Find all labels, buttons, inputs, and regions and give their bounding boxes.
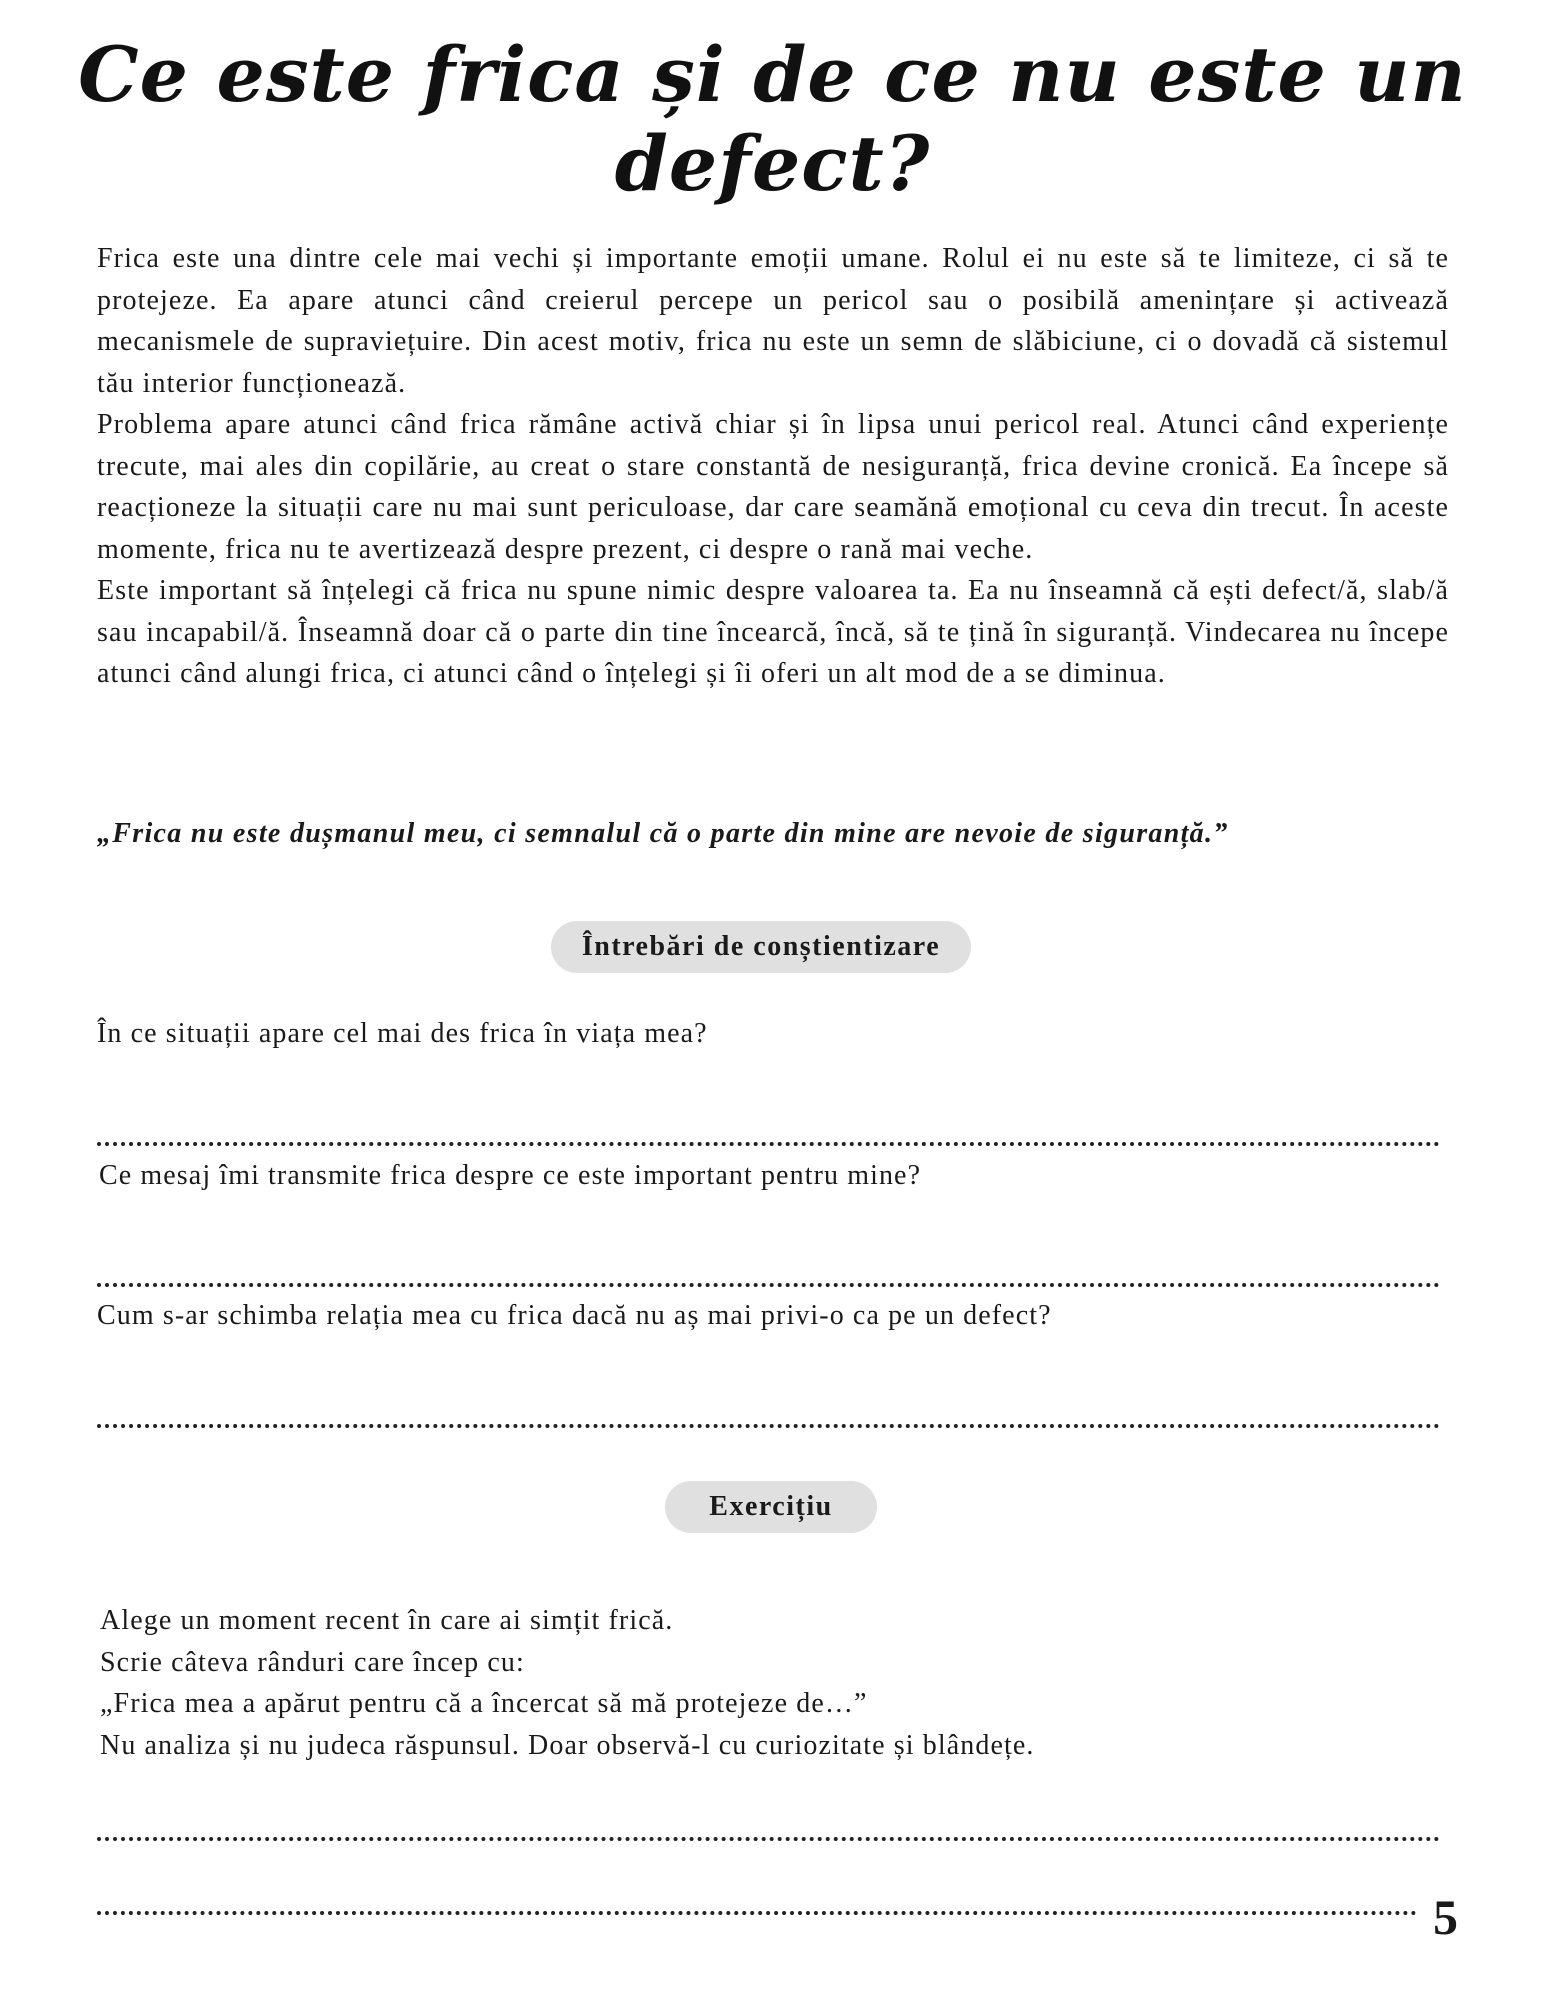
answer-line-2[interactable]: [97, 1283, 1440, 1287]
exercise-line: Scrie câteva rânduri care încep cu:: [100, 1646, 525, 1678]
awareness-heading: Întrebări de conștientizare: [551, 921, 971, 973]
exercise-heading: Exercițiu: [665, 1481, 877, 1533]
question-2: Ce mesaj îmi transmite frica despre ce este important pentru mine?: [99, 1160, 922, 1191]
exercise-answer-line-2[interactable]: [97, 1911, 1417, 1915]
exercise-line: Alege un moment recent în care ai simțit frică.: [100, 1605, 674, 1636]
paragraph: Problema apare atunci când frica rămâne activă chiar și în lipsa unui pericol real. Atunci când experiențe trecute, mai ales din copilărie, au creat o stare constantă de nesiguranță, frica devine cronică. Ea începe să reacționeze la situații care nu mai sunt periculoase, dar care seamănă emoțional cu ceva din trecut. În aceste momente, frica nu te avertizează despre prezent, ci despre o rană mai veche.: [97, 409, 1449, 565]
answer-line-1[interactable]: [97, 1142, 1440, 1146]
question-3: Cum s-ar schimba relația mea cu frica dacă nu aș mai privi-o ca pe un defect?: [97, 1300, 1052, 1331]
quote: „Frica nu este dușmanul meu, ci semnalul că o parte din mine are nevoie de siguranță.”: [97, 818, 1229, 849]
page-title: Ce este frica și de ce nu este un defect?: [78, 30, 1467, 208]
exercise-instructions: [100, 1600, 1440, 1766]
exercise-answer-line-1[interactable]: [97, 1837, 1440, 1841]
exercise-line: „Frica mea a apărut pentru că a încercat să mă protejeze de…”: [100, 1688, 868, 1719]
exercise-line: Nu analiza și nu judeca răspunsul. Doar observă-l cu curiozitate și blândețe.: [100, 1729, 1035, 1761]
answer-line-3[interactable]: [97, 1424, 1440, 1428]
question-1: În ce situații apare cel mai des frica în viața mea?: [97, 1018, 708, 1049]
paragraph: Este important să înțelegi că frica nu spune nimic despre valoarea ta. Ea nu înseamnă că ești defect/ă, slab/ă sau incapabil/ă. Înseamnă doar că o parte din tine încearcă, încă, să te țină în siguranță. Vindecarea nu începe atunci când alungi frica, ci atunci când o înțelegi și îi oferi un alt mod de a se diminua.: [97, 575, 1449, 689]
intro-text: [97, 238, 1449, 695]
paragraph: Frica este una dintre cele mai vechi și importante emoții umane. Rolul ei nu este să te limiteze, ci să te protejeze. Ea apare atunci când creierul percepe un pericol sau o posibilă amenințare și activează mecanismele de supraviețuire. Din acest motiv, frica nu este un semn de slăbiciune, ci o dovadă că sistemul tău interior funcționează.: [97, 243, 1449, 399]
page-number: 5: [1433, 1889, 1458, 1945]
